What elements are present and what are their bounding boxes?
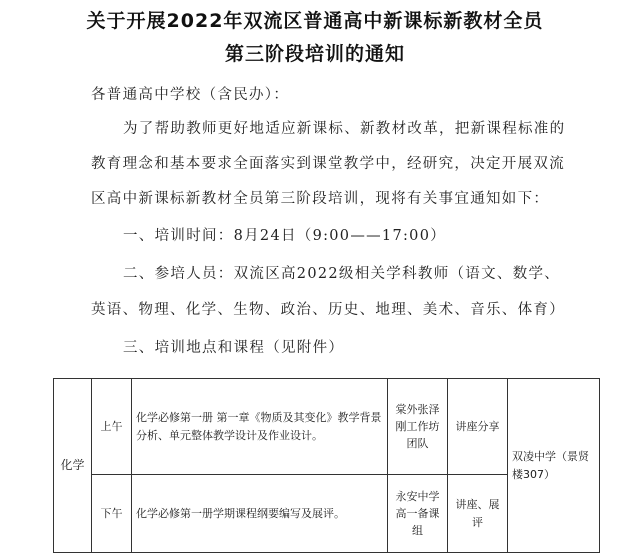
item-participants-line-1: 二、参培人员：双流区高2022级相关学科教师（语文、数学、	[123, 266, 561, 282]
period-cell: 上午	[92, 379, 132, 475]
subject-cell: 化学	[54, 379, 92, 553]
schedule-table	[53, 378, 600, 553]
venue-cell: 双凌中学（景贤楼307）	[508, 379, 600, 553]
content-cell: 化学必修第一册学期课程纲要编写及展评。	[132, 475, 388, 553]
presenter-cell: 棠外张泽刚工作坊团队	[388, 379, 448, 475]
content-cell: 化学必修第一册 第一章《物质及其变化》教学背景分析、单元整体教学设计及作业设计。	[132, 379, 388, 475]
notice-title-line-1: 关于开展2022年双流区普通高中新课标新教材全员	[86, 10, 544, 32]
notice-title-line-2: 第三阶段培训的通知	[224, 43, 405, 65]
period-cell: 下午	[92, 475, 132, 553]
intro-line-3: 区高中新课标新教材全员第三阶段培训，现将有关事宜通知如下：	[91, 191, 550, 207]
format-cell: 讲座、展评	[448, 475, 508, 553]
salutation: 各普通高中学校（含民办）：	[91, 87, 290, 103]
format-cell: 讲座分享	[448, 379, 508, 475]
item-participants-line-2: 英语、物理、化学、生物、政治、历史、地理、美术、音乐、体育）	[91, 302, 565, 318]
table-row	[54, 379, 600, 475]
intro-line-2: 教育理念和基本要求全面落实到课堂教学中，经研究，决定开展双流	[91, 156, 565, 172]
intro-line-1: 为了帮助教师更好地适应新课标、新教材改革，把新课程标准的	[123, 121, 566, 137]
presenter-cell: 永安中学高一备课组	[388, 475, 448, 553]
item-training-time: 一、培训时间：8月24日（9:00——17:00）	[123, 228, 447, 244]
item-venue-courses: 三、培训地点和课程（见附件）	[123, 340, 345, 356]
